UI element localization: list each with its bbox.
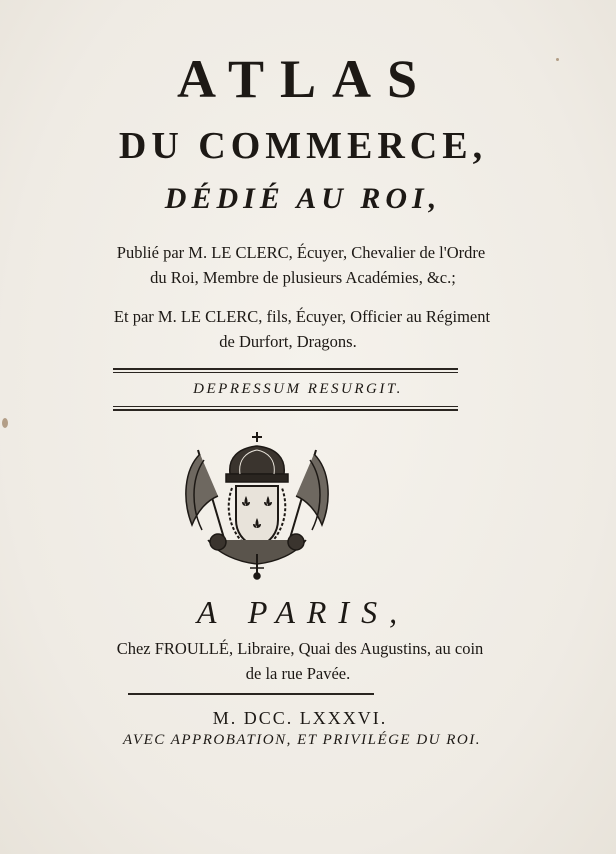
author-line-2: du Roi, Membre de plusieurs Académies, &c.; xyxy=(150,268,456,287)
rule-top-thin xyxy=(113,372,458,373)
publisher-line-2: de la rue Pavée. xyxy=(245,664,351,683)
author-line-1: Publié par M. LE CLERC, Écuyer, Chevalier de l'Ordre xyxy=(116,243,486,262)
imprint-city: A PARIS, xyxy=(196,594,410,630)
rule-imprint xyxy=(128,693,374,695)
author-line-4: de Durfort, Dragons. xyxy=(219,332,357,351)
rule-top xyxy=(113,368,458,370)
publication-date: M. DCC. LXXXVI. xyxy=(212,708,388,728)
title-du-commerce: DU COMMERCE, xyxy=(118,125,488,167)
rule-bottom-thin xyxy=(113,406,458,407)
author-line-3: Et par M. LE CLERC, fils, Écuyer, Officier au Régiment xyxy=(113,307,491,326)
title-atlas: ATLAS xyxy=(176,49,434,109)
royal-arms-emblem-icon xyxy=(178,430,336,580)
paper-stain xyxy=(2,418,8,428)
rule-bottom xyxy=(113,409,458,411)
privilege-line: AVEC APPROBATION, ET PRIVILÉGE DU ROI. xyxy=(122,732,482,748)
motto: DEPRESSUM RESURGIT. xyxy=(193,381,403,397)
title-dedie-au-roi: DÉDIÉ AU ROI, xyxy=(164,182,442,215)
publisher-line-1: Chez FROULLÉ, Libraire, Quai des Augustins, au coin xyxy=(116,639,484,658)
